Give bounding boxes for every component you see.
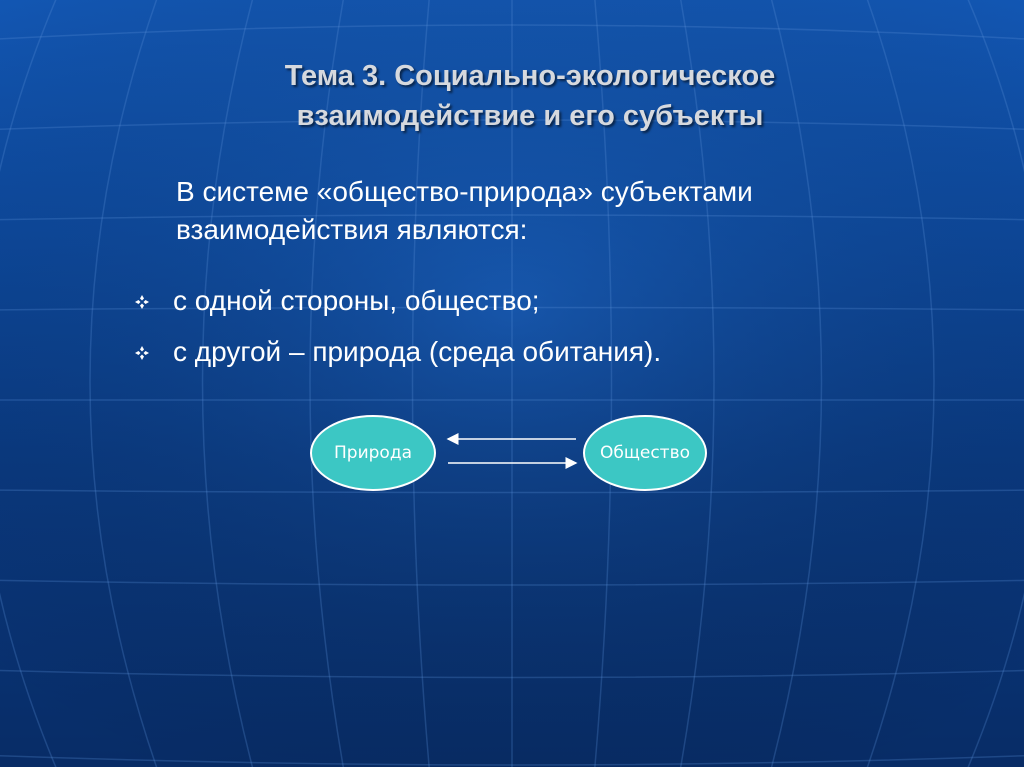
bullet-item-society (135, 282, 935, 320)
bullet-list (135, 282, 935, 384)
bullet-text: с одной стороны, общество; (173, 285, 540, 316)
bullet-item-nature (135, 333, 935, 371)
node-nature: Природа (310, 415, 436, 491)
slide-title: Тема 3. Социально-экологическое взаимодействие и его субъекты (284, 60, 776, 132)
bullet-text: с другой – природа (среда обитания). (173, 336, 662, 367)
diamond-bullet-icon (135, 346, 149, 360)
node-society: Общество (583, 415, 707, 491)
intro-text: В системе «общество-природа» субъектами взаимодействия являются: (176, 176, 753, 245)
diamond-bullet-icon (135, 295, 149, 309)
interaction-diagram (300, 405, 720, 500)
